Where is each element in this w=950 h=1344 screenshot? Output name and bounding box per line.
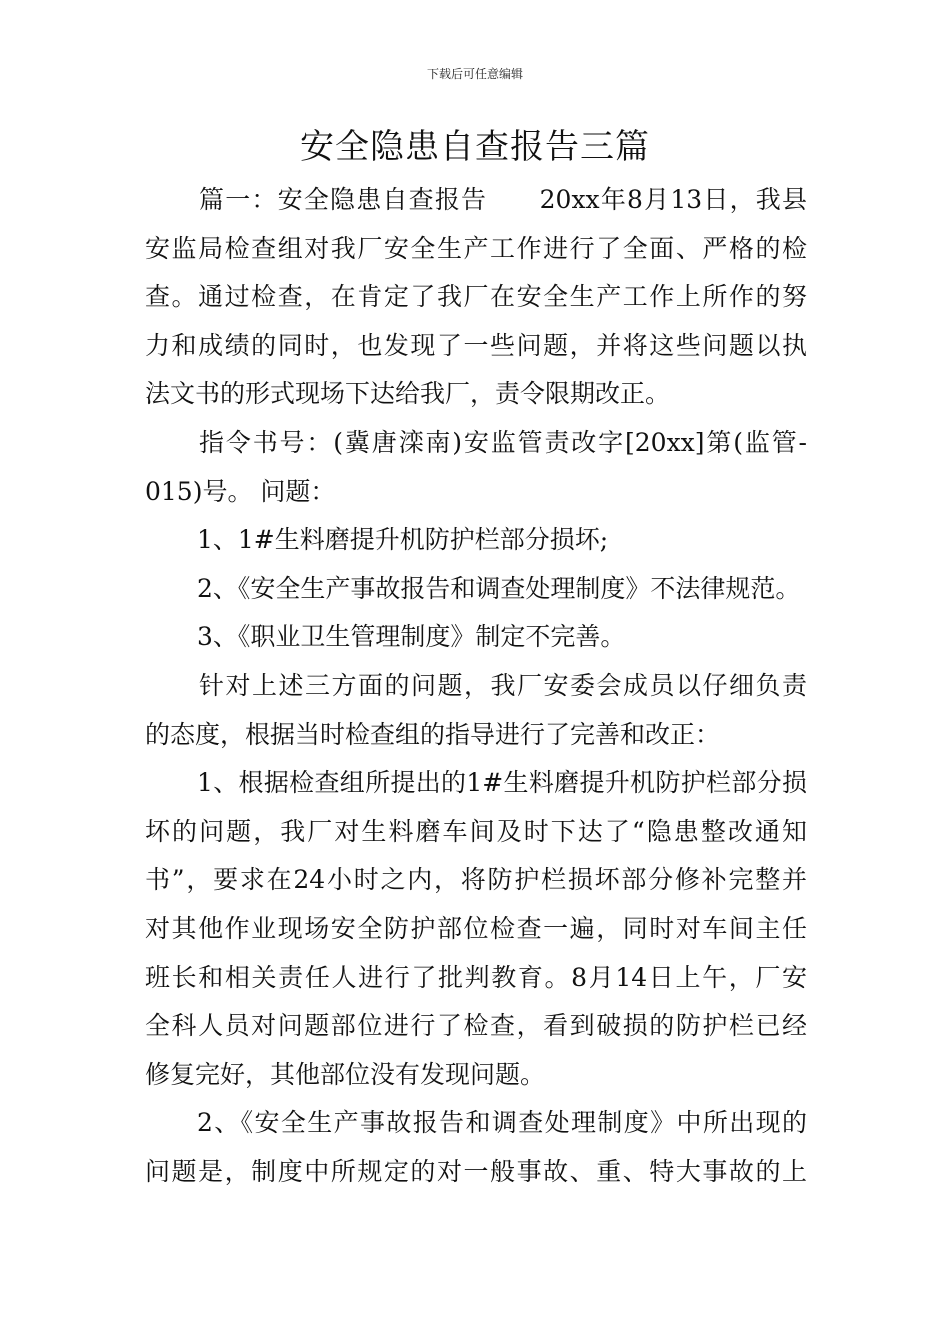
document-body (145, 176, 807, 1196)
fix-2-line-1: 2、《安全生产事故报告和调查处理制度》中所出现的 (197, 1108, 807, 1138)
fix-1-line-3: 书”，要求在24小时之内，将防护栏损坏部分修补完整并 (145, 865, 807, 895)
paragraph-1-line-4: 力和成绩的同时，也发现了一些问题，并将这些问题以执 (145, 330, 807, 360)
fix-1-line-7: 修复完好，其他部位没有发现问题。 (145, 1059, 546, 1089)
paragraph-1-line-2: 安监局检查组对我厂安全生产工作进行了全面、严格的检 (145, 233, 807, 263)
fix-1-line-1: 1、根据检查组所提出的1#生料磨提升机防护栏部分损 (197, 768, 807, 798)
fix-1-line-5: 班长和相关责任人进行了批判教育。8月14日上午，厂安 (145, 962, 807, 992)
paragraph-2-line-2: 015)号。 问题： (145, 476, 336, 506)
fix-1-line-6: 全科人员对问题部位进行了检查，看到破损的防护栏已经 (145, 1011, 807, 1041)
fix-2-line-2: 问题是，制度中所规定的对一般事故、重、特大事故的上 (145, 1156, 807, 1186)
paragraph-1-line-3: 查。通过检查，在肯定了我厂在安全生产工作上所作的努 (145, 282, 807, 312)
paragraph-3-line-2: 的态度，根据当时检查组的指导进行了完善和改正： (145, 719, 721, 749)
fix-1-line-4: 对其他作业现场安全防护部位检查一遍，同时对车间主任 (145, 913, 807, 943)
fix-1-line-2: 坏的问题，我厂对生料磨车间及时下达了“隐患整改通知 (145, 816, 807, 846)
paragraph-2-line-1: 指令书号：(冀唐滦南)安监管责改字[20xx]第(监管- (199, 427, 807, 457)
paragraph-3-line-1: 针对上述三方面的问题，我厂安委会成员以仔细负责 (199, 670, 807, 700)
paragraph-1-line-5: 法文书的形式现场下达给我厂，责令限期改正。 (145, 379, 671, 409)
paragraph-1-line-1: 篇一：安全隐患自查报告 20xx年8月13日，我县 (199, 185, 807, 214)
problem-item-1: 1、1#生料磨提升机防护栏部分损坏; (197, 525, 609, 555)
page-header-note: 下载后可任意编辑 (426, 67, 523, 81)
document-title: 安全隐患自查报告三篇 (300, 127, 650, 167)
problem-item-2: 2、《安全生产事故报告和调查处理制度》不法律规范。 (197, 573, 801, 603)
problem-item-3: 3、《职业卫生管理制度》制定不完善。 (197, 622, 626, 652)
